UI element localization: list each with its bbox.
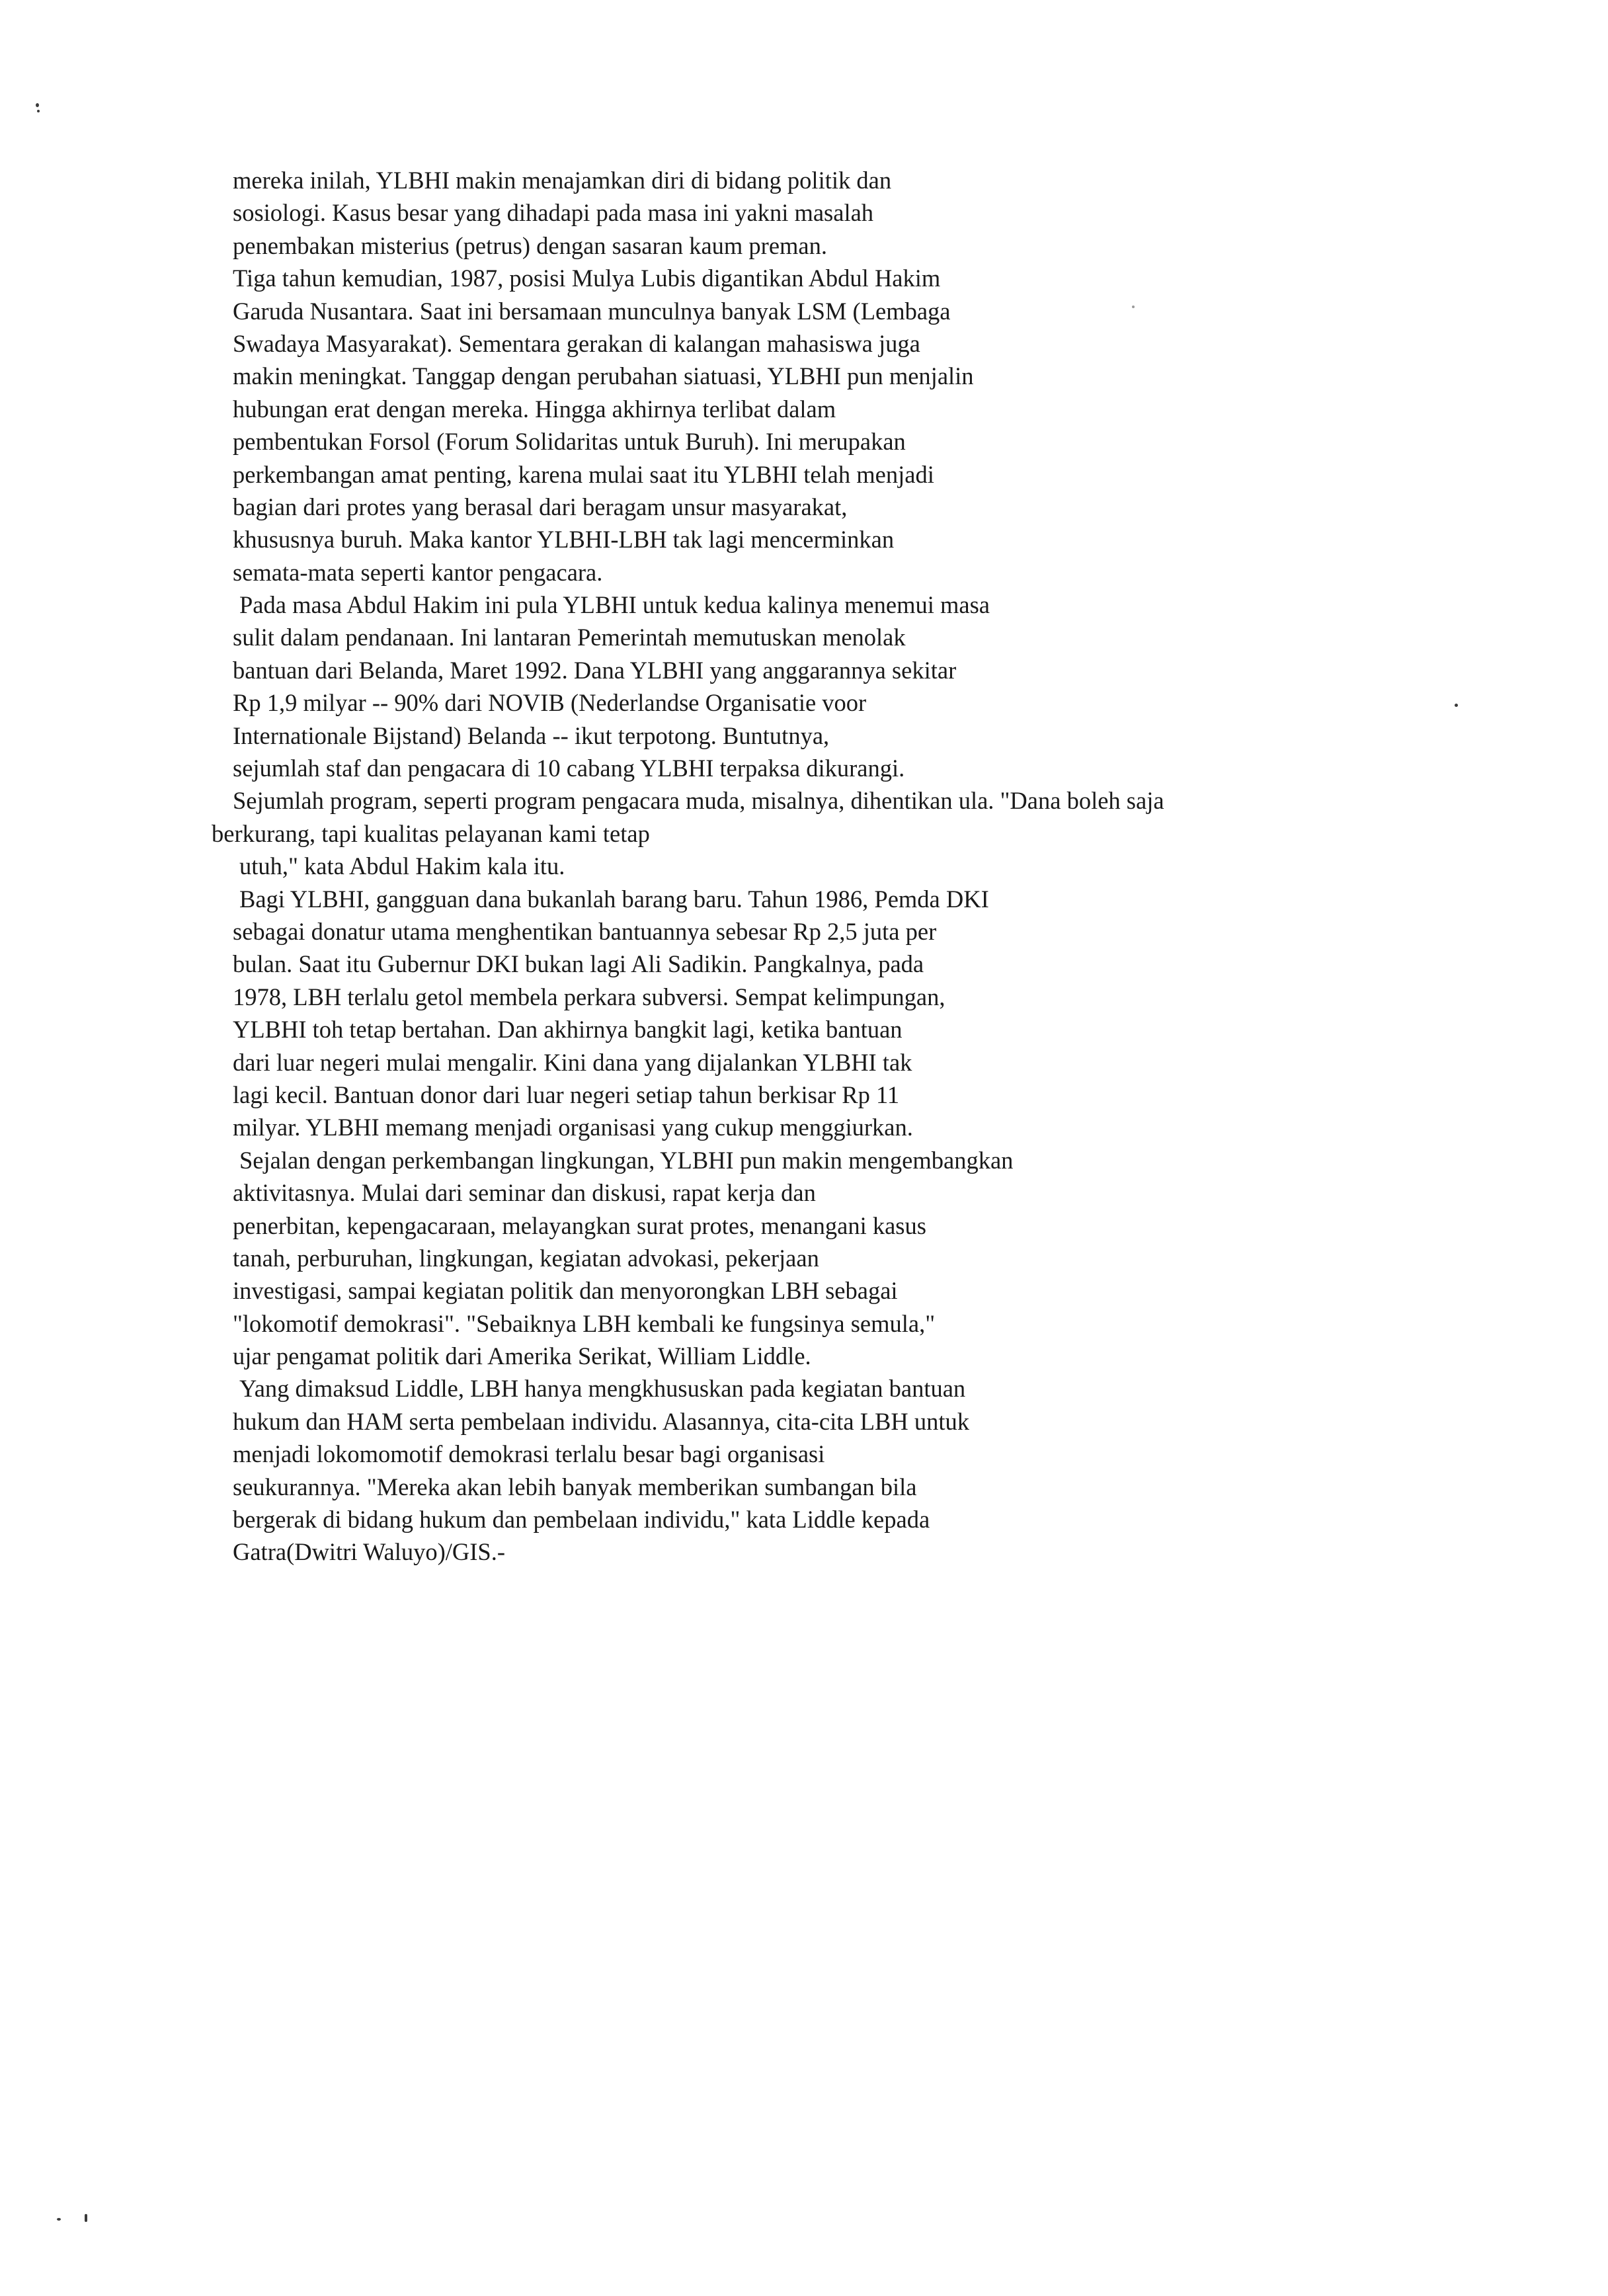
text-line: Swadaya Masyarakat). Sementara gerakan di kalangan mahasiswa juga: [233, 329, 920, 357]
text-line: Internationale Bijstand) Belanda -- ikut terpotong. Buntutnya,: [233, 721, 830, 749]
text-line: semata-mata seperti kantor pengacara.: [233, 558, 603, 586]
text-line: bagian dari protes yang berasal dari beragam unsur masyarakat,: [233, 493, 848, 520]
text-line: tanah, perburuhan, lingkungan, kegiatan advokasi, pekerjaan: [233, 1244, 819, 1272]
text-line: milyar. YLBHI memang menjadi organisasi yang cukup menggiurkan.: [233, 1114, 913, 1141]
text-line: hukum dan HAM serta pembelaan individu. Alasannya, cita-cita LBH untuk: [233, 1407, 969, 1435]
text-line: berkurang, tapi kualitas pelayanan kami tetap: [212, 819, 650, 847]
text-line: Yang dimaksud Liddle, LBH hanya mengkhususkan pada kegiatan bantuan: [239, 1375, 966, 1403]
text-line: YLBHI toh tetap bertahan. Dan akhirnya bangkit lagi, ketika bantuan: [233, 1016, 903, 1044]
scan-speck: [85, 2214, 87, 2222]
text-line: "lokomotif demokrasi". "Sebaiknya LBH kembali ke fungsinya semula,": [233, 1309, 936, 1337]
text-line: khususnya buruh. Maka kantor YLBHI-LBH tak lagi mencerminkan: [233, 526, 895, 554]
scan-speck: [1132, 306, 1135, 308]
text-line: Gatra(Dwitri Waluyo)/GIS.-: [233, 1538, 505, 1566]
text-line: 1978, LBH terlalu getol membela perkara subversi. Sempat kelimpungan,: [233, 983, 945, 1010]
scan-speck: [37, 110, 40, 112]
article-text: [198, 164, 1322, 1569]
scan-speck: [36, 103, 39, 107]
scan-speck: [57, 2218, 61, 2221]
text-line: Rp 1,9 milyar -- 90% dari NOVIB (Nederlandse Organisatie voor: [233, 689, 867, 717]
text-line: bantuan dari Belanda, Maret 1992. Dana YLBHI yang anggarannya sekitar: [233, 656, 957, 684]
text-line: hubungan erat dengan mereka. Hingga akhirnya terlibat dalam: [233, 395, 836, 423]
text-line: sosiologi. Kasus besar yang dihadapi pada masa ini yakni masalah: [233, 199, 874, 227]
text-line: bergerak di bidang hukum dan pembelaan individu," kata Liddle kepada: [233, 1506, 930, 1534]
text-line: makin meningkat. Tanggap dengan perubahan siatuasi, YLBHI pun menjalin: [233, 362, 974, 390]
text-line: utuh," kata Abdul Hakim kala itu.: [239, 852, 565, 880]
text-line: ujar pengamat politik dari Amerika Serikat, William Liddle.: [233, 1342, 811, 1370]
text-line: Bagi YLBHI, gangguan dana bukanlah barang baru. Tahun 1986, Pemda DKI: [239, 885, 989, 913]
text-line: Sejalan dengan perkembangan lingkungan, YLBHI pun makin mengembangkan: [239, 1146, 1014, 1174]
text-line: sulit dalam pendanaan. Ini lantaran Pemerintah memutuskan menolak: [233, 624, 906, 651]
text-line: penembakan misterius (petrus) dengan sasaran kaum preman.: [233, 231, 828, 259]
scan-speck: [1455, 704, 1458, 707]
text-line: investigasi, sampai kegiatan politik dan menyorongkan LBH sebagai: [233, 1277, 898, 1305]
text-line: sebagai donatur utama menghentikan bantuannya sebesar Rp 2,5 juta per: [233, 917, 937, 945]
text-line: aktivitasnya. Mulai dari seminar dan diskusi, rapat kerja dan: [233, 1179, 816, 1207]
text-line: penerbitan, kepengacaraan, melayangkan surat protes, menangani kasus: [233, 1211, 926, 1239]
text-line: lagi kecil. Bantuan donor dari luar negeri setiap tahun berkisar Rp 11: [233, 1081, 900, 1108]
text-line: pembentukan Forsol (Forum Solidaritas untuk Buruh). Ini merupakan: [233, 428, 906, 456]
text-line: Garuda Nusantara. Saat ini bersamaan munculnya banyak LSM (Lembaga: [233, 297, 951, 325]
text-line: seukurannya. "Mereka akan lebih banyak memberikan sumbangan bila: [233, 1473, 917, 1500]
text-line: Tiga tahun kemudian, 1987, posisi Mulya Lubis digantikan Abdul Hakim: [233, 265, 941, 292]
text-line: bulan. Saat itu Gubernur DKI bukan lagi Ali Sadikin. Pangkalnya, pada: [233, 950, 924, 978]
text-line: dari luar negeri mulai mengalir. Kini dana yang dijalankan YLBHI tak: [233, 1048, 912, 1076]
text-line: mereka inilah, YLBHI makin menajamkan diri di bidang politik dan: [233, 167, 892, 194]
text-line: sejumlah staf dan pengacara di 10 cabang YLBHI terpaksa dikurangi.: [233, 755, 905, 782]
text-line: menjadi lokomomotif demokrasi terlalu besar bagi organisasi: [233, 1440, 825, 1468]
text-line: perkembangan amat penting, karena mulai saat itu YLBHI telah menjadi: [233, 460, 934, 488]
text-line: Pada masa Abdul Hakim ini pula YLBHI untuk kedua kalinya menemui masa: [239, 591, 990, 619]
text-line: Sejumlah program, seperti program pengacara muda, misalnya, dihentikan ula. "Dana boleh saja: [233, 787, 1164, 815]
